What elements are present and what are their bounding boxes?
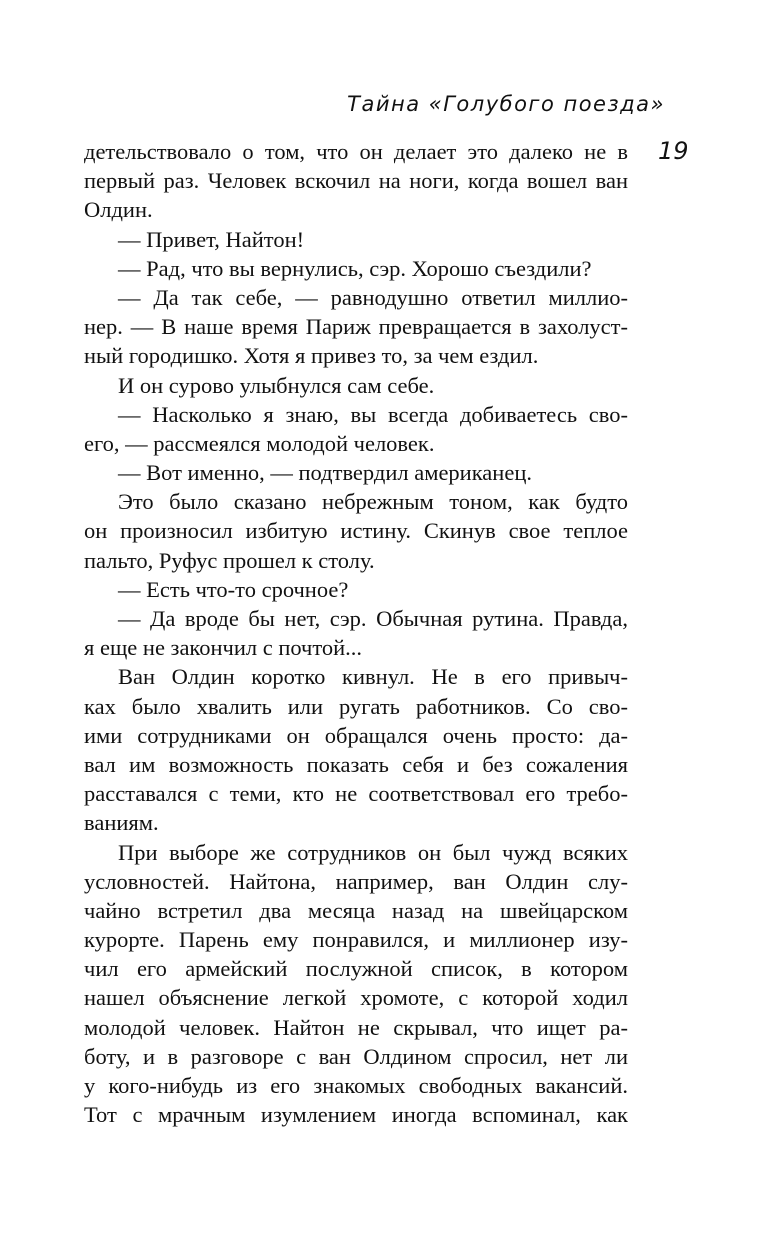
body-text xyxy=(84,137,628,1129)
text-line: — Есть что-то срочное? xyxy=(118,576,349,602)
text-line: боту, и в разговоре с ван Олдином спросил, нет ли xyxy=(84,1043,628,1069)
text-line: — Да так себе, — равнодушно ответил миллио- xyxy=(118,284,628,310)
text-line: При выборе же сотрудников он был чужд всяких xyxy=(118,839,628,865)
text-line: ках было хвалить или ругать работников. Со сво- xyxy=(84,693,628,719)
text-line: — Рад, что вы вернулись, сэр. Хорошо съездили? xyxy=(118,255,592,281)
running-header: Тайна «Голубого поезда» xyxy=(347,92,665,116)
text-line: И он сурово улыбнулся сам себе. xyxy=(118,372,435,398)
text-line: нашел объяснение легкой хромоте, с которой ходил xyxy=(84,985,628,1011)
page-number: 19 xyxy=(658,137,689,165)
text-line: — Насколько я знаю, вы всегда добиваетесь сво- xyxy=(118,401,628,427)
text-line: первый раз. Человек вскочил на ноги, когда вошел ван xyxy=(84,168,628,194)
text-line: курорте. Парень ему понравился, и миллионер изу- xyxy=(84,927,628,953)
text-line: условностей. Найтона, например, ван Олдин слу- xyxy=(84,868,628,894)
text-line: чайно встретил два месяца назад на швейцарском xyxy=(84,897,628,923)
text-line: детельствовало о том, что он делает это далеко не в xyxy=(84,139,628,164)
text-line: вал им возможность показать себя и без сожаления xyxy=(84,751,628,777)
text-line: расставался с теми, кто не соответствовал его требо- xyxy=(84,781,628,807)
text-line: ими сотрудниками он обращался очень просто: да- xyxy=(84,722,628,748)
text-line: у кого-нибудь из его знакомых свободных вакансий. xyxy=(84,1073,628,1098)
text-line: чил его армейский послужной список, в котором xyxy=(84,956,628,982)
text-line: Это было сказано небрежным тоном, как будто xyxy=(118,489,628,515)
text-line: Тот с мрачным изумлением иногда вспоминал, как xyxy=(84,1102,628,1128)
text-line: — Да вроде бы нет, сэр. Обычная рутина. Правда, xyxy=(118,606,628,631)
text-line: — Вот именно, — подтвердил американец. xyxy=(118,460,532,486)
text-line: ваниям. xyxy=(84,810,159,836)
text-line: его, — рассмеялся молодой человек. xyxy=(84,430,435,456)
text-line: Ван Олдин коротко кивнул. Не в его привыч- xyxy=(118,664,628,690)
text-line: Олдин. xyxy=(84,197,153,223)
text-line: он произносил избитую истину. Скинув свое теплое xyxy=(84,518,628,544)
text-line: пальто, Руфус прошел к столу. xyxy=(84,547,375,573)
text-line: нер. — В наше время Париж превращается в захолуст- xyxy=(84,314,628,340)
text-line: — Привет, Найтон! xyxy=(118,226,305,252)
text-line: ный городишко. Хотя я привез то, за чем ездил. xyxy=(84,343,539,369)
text-line: молодой человек. Найтон не скрывал, что ищет ра- xyxy=(84,1014,628,1040)
text-line: я еще не закончил с почтой... xyxy=(84,635,363,661)
